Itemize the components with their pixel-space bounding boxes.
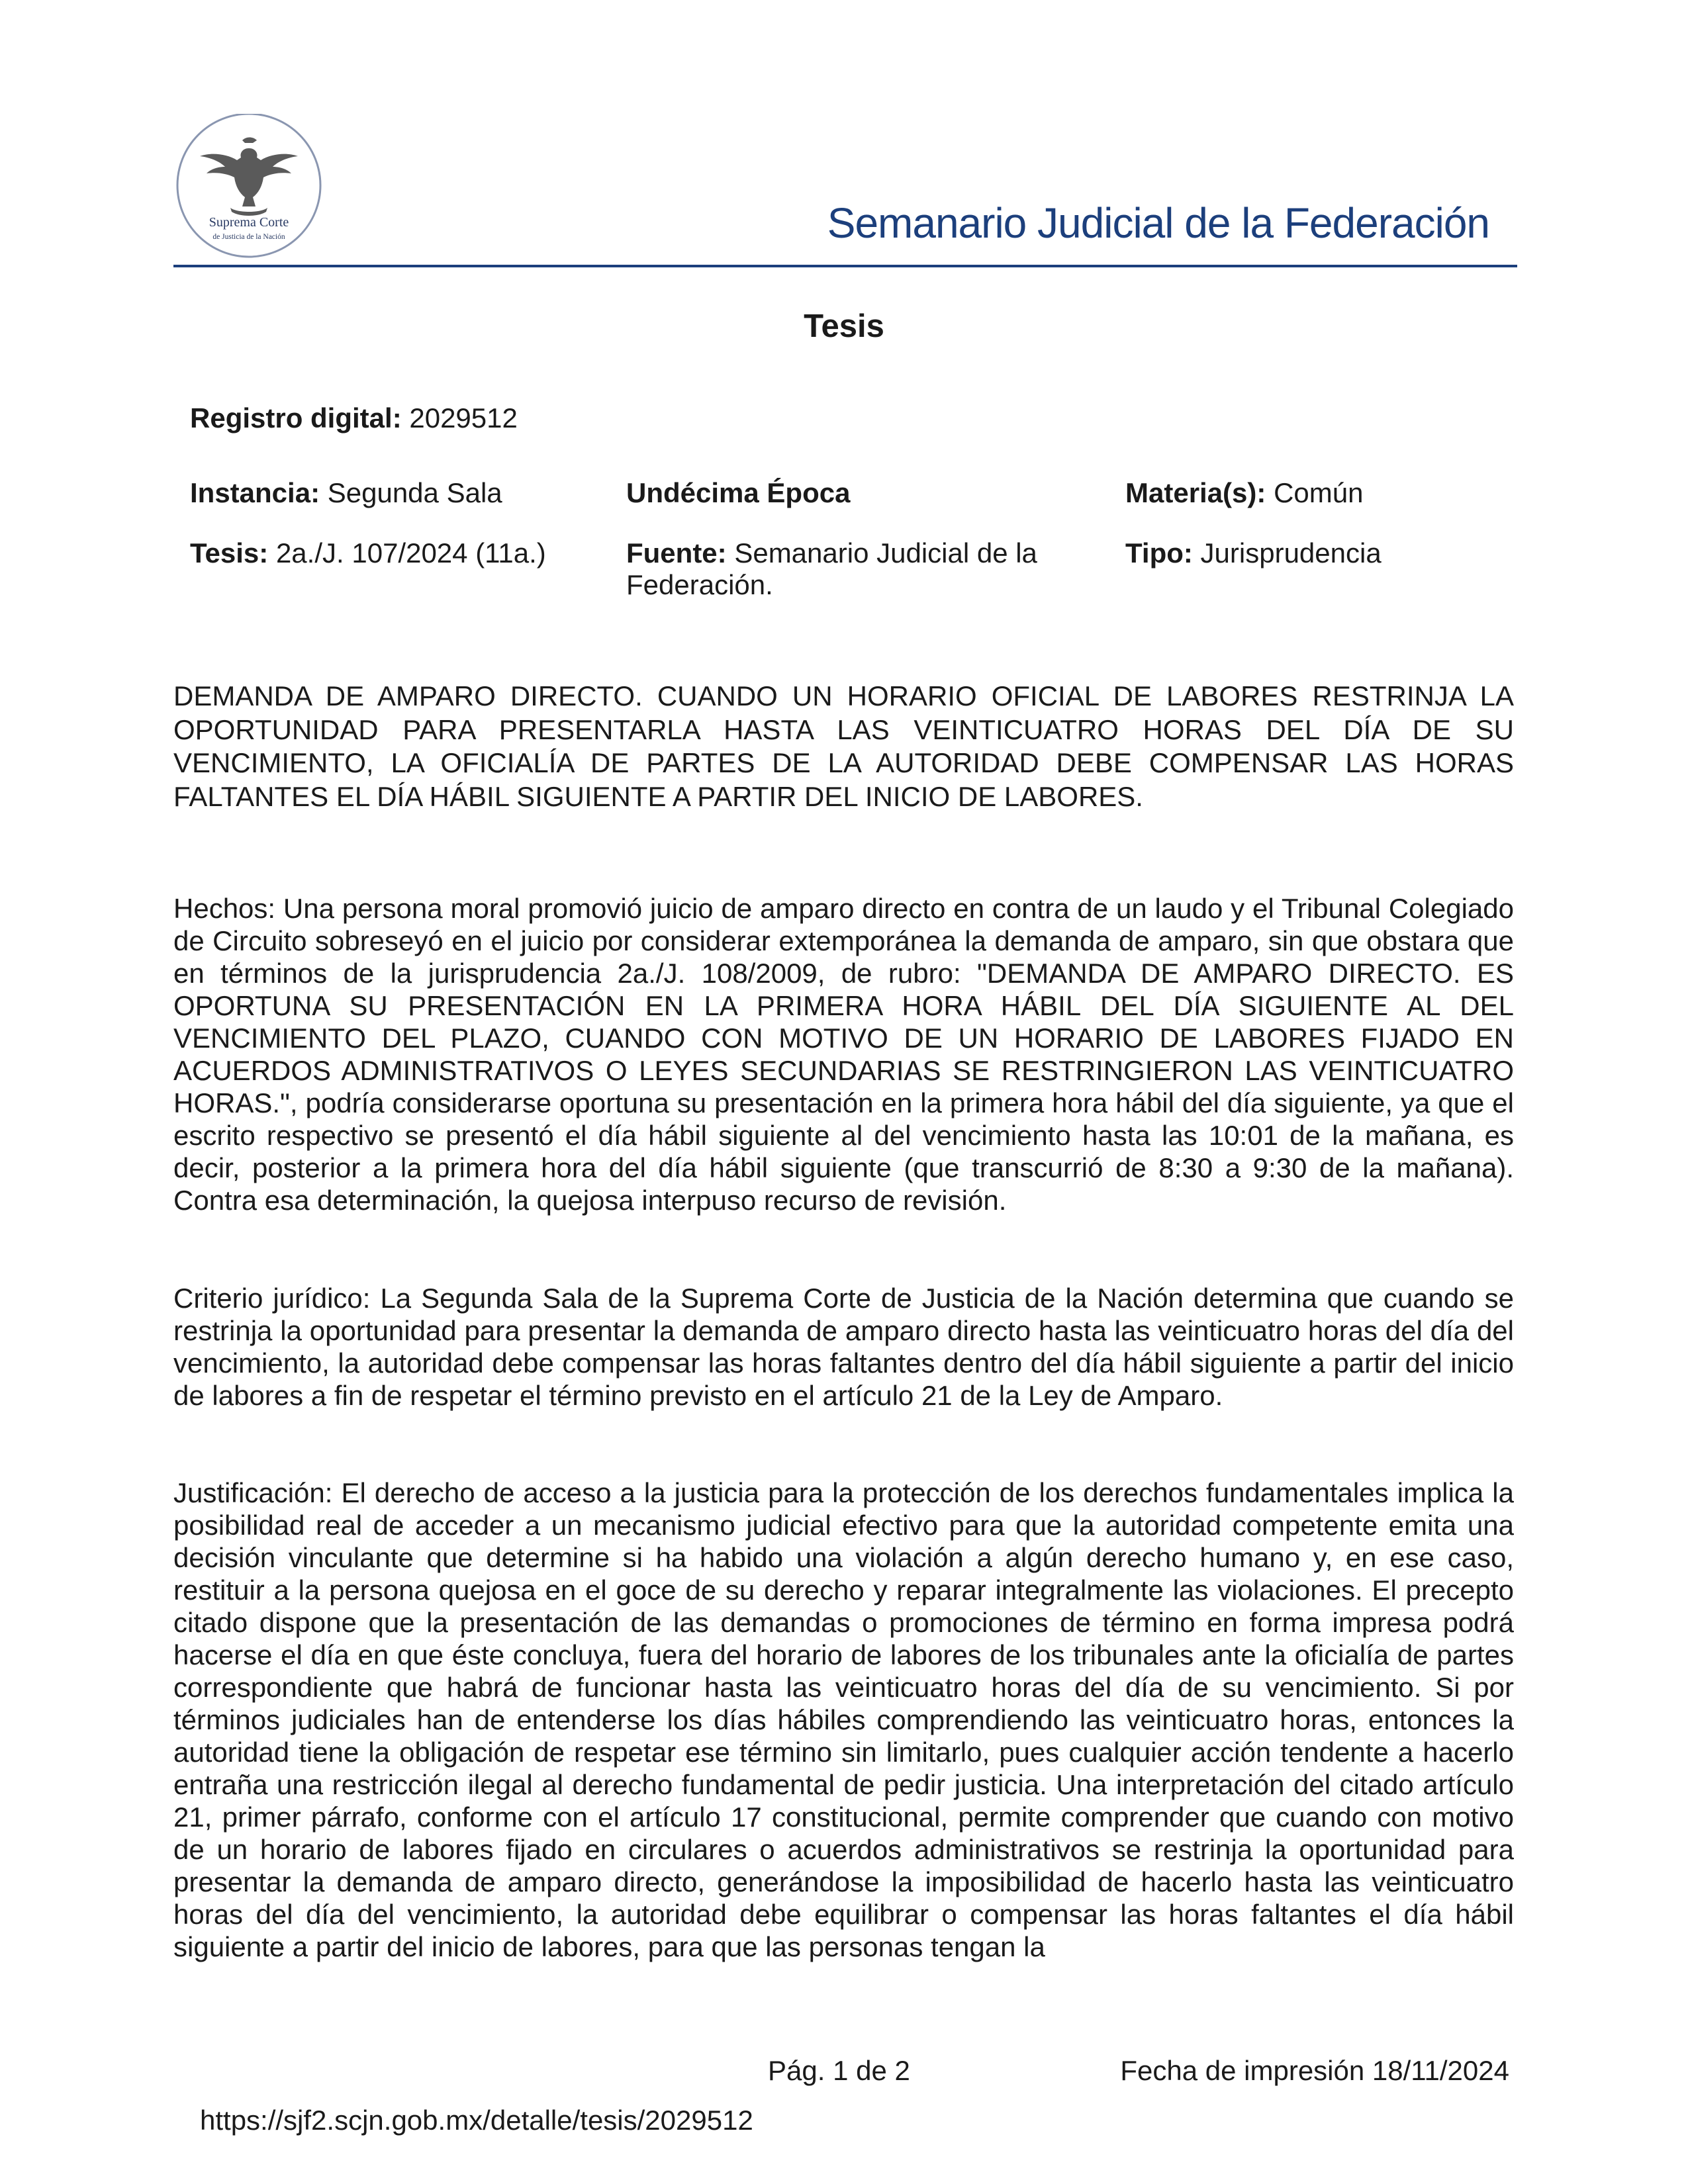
materia-value: Común [1274, 477, 1364, 508]
fuente [626, 537, 1090, 601]
scjn-logo [173, 114, 324, 259]
fuente-label: Fuente: [626, 537, 727, 569]
document-type-heading: Tesis [804, 308, 884, 344]
paragraph-criterio: Criterio jurídico: La Segunda Sala de la Suprema Corte de Justicia de la Nación determina que cuando se restrinja la oportunidad para presentar la demanda de amparo directo hasta las veinticuatro horas del día del vencimiento, la autoridad debe compensar las horas faltantes dentro del día hábil siguiente a partir del inicio de labores a fin de respetar el término previsto en el artículo 21 de la Ley de Amparo. [173, 1283, 1514, 1411]
fuente-value: Semanario Judicial de la Federación. [626, 537, 1037, 600]
instancia-label: Instancia: [190, 477, 320, 508]
paragraph-hechos: Hechos: Una persona moral promovió juicio de amparo directo en contra de un laudo y el Tribunal Colegiado de Circuito sobreseyó en el juicio por considerar extemporánea la demanda de amparo, sin que obstara que en términos de la jurisprudencia 2a./J. 108/2009, de rubro: "DEMANDA DE AMPARO DIRECTO. ES OPORTUNA SU PRESENTACIÓN EN LA PRIMERA HORA HÁBIL DEL DÍA SIGUIENTE AL DEL VENCIMIENTO DEL PLAZO, CUANDO CON MOTIVO DE UN HORARIO DE LABORES FIJADO EN ACUERDOS ADMINISTRATIVOS O LEYES SECUNDARIAS SE RESTRINGIERON LAS VEINTICUATRO HORAS.", podría considerarse oportuna su presentación en la primera hora hábil del día siguiente, ya que el escrito respectivo se presentó el día hábil siguiente al del vencimiento hasta las 10:01 de la mañana, es decir, posterior a la primera hora del día hábil siguiente (que transcurrió de 8:30 a 9:30 de la mañana). Contra esa determinación, la quejosa interpuso recurso de revisión. [173, 893, 1514, 1216]
tesis-rubro: DEMANDA DE AMPARO DIRECTO. CUANDO UN HORARIO OFICIAL DE LABORES RESTRINJA LA OPORTUNIDAD PARA PRESENTARLA HASTA LAS VEINTICUATRO HORAS DEL DÍA DE SU VENCIMIENTO, LA OFICIALÍA DE PARTES DE LA AUTORIDAD DEBE COMPENSAR LAS HORAS FALTANTES EL DÍA HÁBIL SIGUIENTE A PARTIR DEL INICIO DE LABORES. [173, 680, 1514, 812]
materia [1125, 477, 1363, 509]
tipo-label: Tipo: [1125, 537, 1193, 569]
tipo [1125, 537, 1382, 569]
eagle-seal-icon [173, 114, 324, 259]
instancia-value: Segunda Sala [327, 477, 502, 508]
registro-label: Registro digital: [190, 402, 402, 433]
tesis-label: Tesis: [190, 537, 269, 569]
registro-value: 2029512 [409, 402, 518, 433]
tesis [190, 537, 546, 569]
logo-text-line2: de Justicia de la Nación [212, 233, 285, 241]
registro-digital [190, 402, 518, 434]
tipo-value: Jurisprudencia [1200, 537, 1382, 569]
epoca [626, 477, 850, 509]
tesis-value: 2a./J. 107/2024 (11a.) [275, 537, 546, 569]
header-divider [173, 265, 1517, 267]
source-url[interactable]: https://sjf2.scjn.gob.mx/detalle/tesis/2029512 [200, 2105, 753, 2136]
logo-text-line1: Suprema Corte [209, 215, 289, 230]
site-title: Semanario Judicial de la Federación [827, 199, 1489, 247]
page-number: Pág. 1 de 2 [768, 2055, 910, 2086]
print-date: Fecha de impresión 18/11/2024 [1120, 2055, 1509, 2086]
epoca-value: Undécima Época [626, 477, 851, 508]
paragraph-justificacion: Justificación: El derecho de acceso a la justicia para la protección de los derechos fundamentales implica la posibilidad real de acceder a un mecanismo judicial efectivo para que la autoridad competente emita una decisión vinculante que determine si ha habido una violación a algún derecho humano y, en ese caso, restituir a la persona quejosa en el goce de su derecho y reparar integralmente las violaciones. El precepto citado dispone que la presentación de las demandas o promociones de término en forma impresa podrá hacerse el día en que éste concluya, fuera del horario de labores de los tribunales ante la oficialía de partes correspondiente que habrá de funcionar hasta las veinticuatro horas del día de su vencimiento. Si por términos judiciales han de entenderse los días hábiles comprendiendo las veinticuatro horas, entonces la autoridad tiene la obligación de respetar ese término sin limitarlo, pues cualquier acción tendente a hacerlo entraña una restricción ilegal al derecho fundamental de pedir justicia. Una interpretación del citado artículo 21, primer párrafo, conforme con el artículo 17 constitucional, permite comprender que cuando con motivo de un horario de labores fijado en circulares o acuerdos administrativos se restrinja la oportunidad para presentar la demanda de amparo directo, generándose la imposibilidad de hacerlo hasta las veinticuatro horas del día del vencimiento, la autoridad debe equilibrar o compensar las horas faltantes el día hábil siguiente a partir del inicio de labores, para que las personas tengan la [173, 1477, 1514, 1962]
materia-label: Materia(s): [1125, 477, 1266, 508]
instancia [190, 477, 502, 509]
